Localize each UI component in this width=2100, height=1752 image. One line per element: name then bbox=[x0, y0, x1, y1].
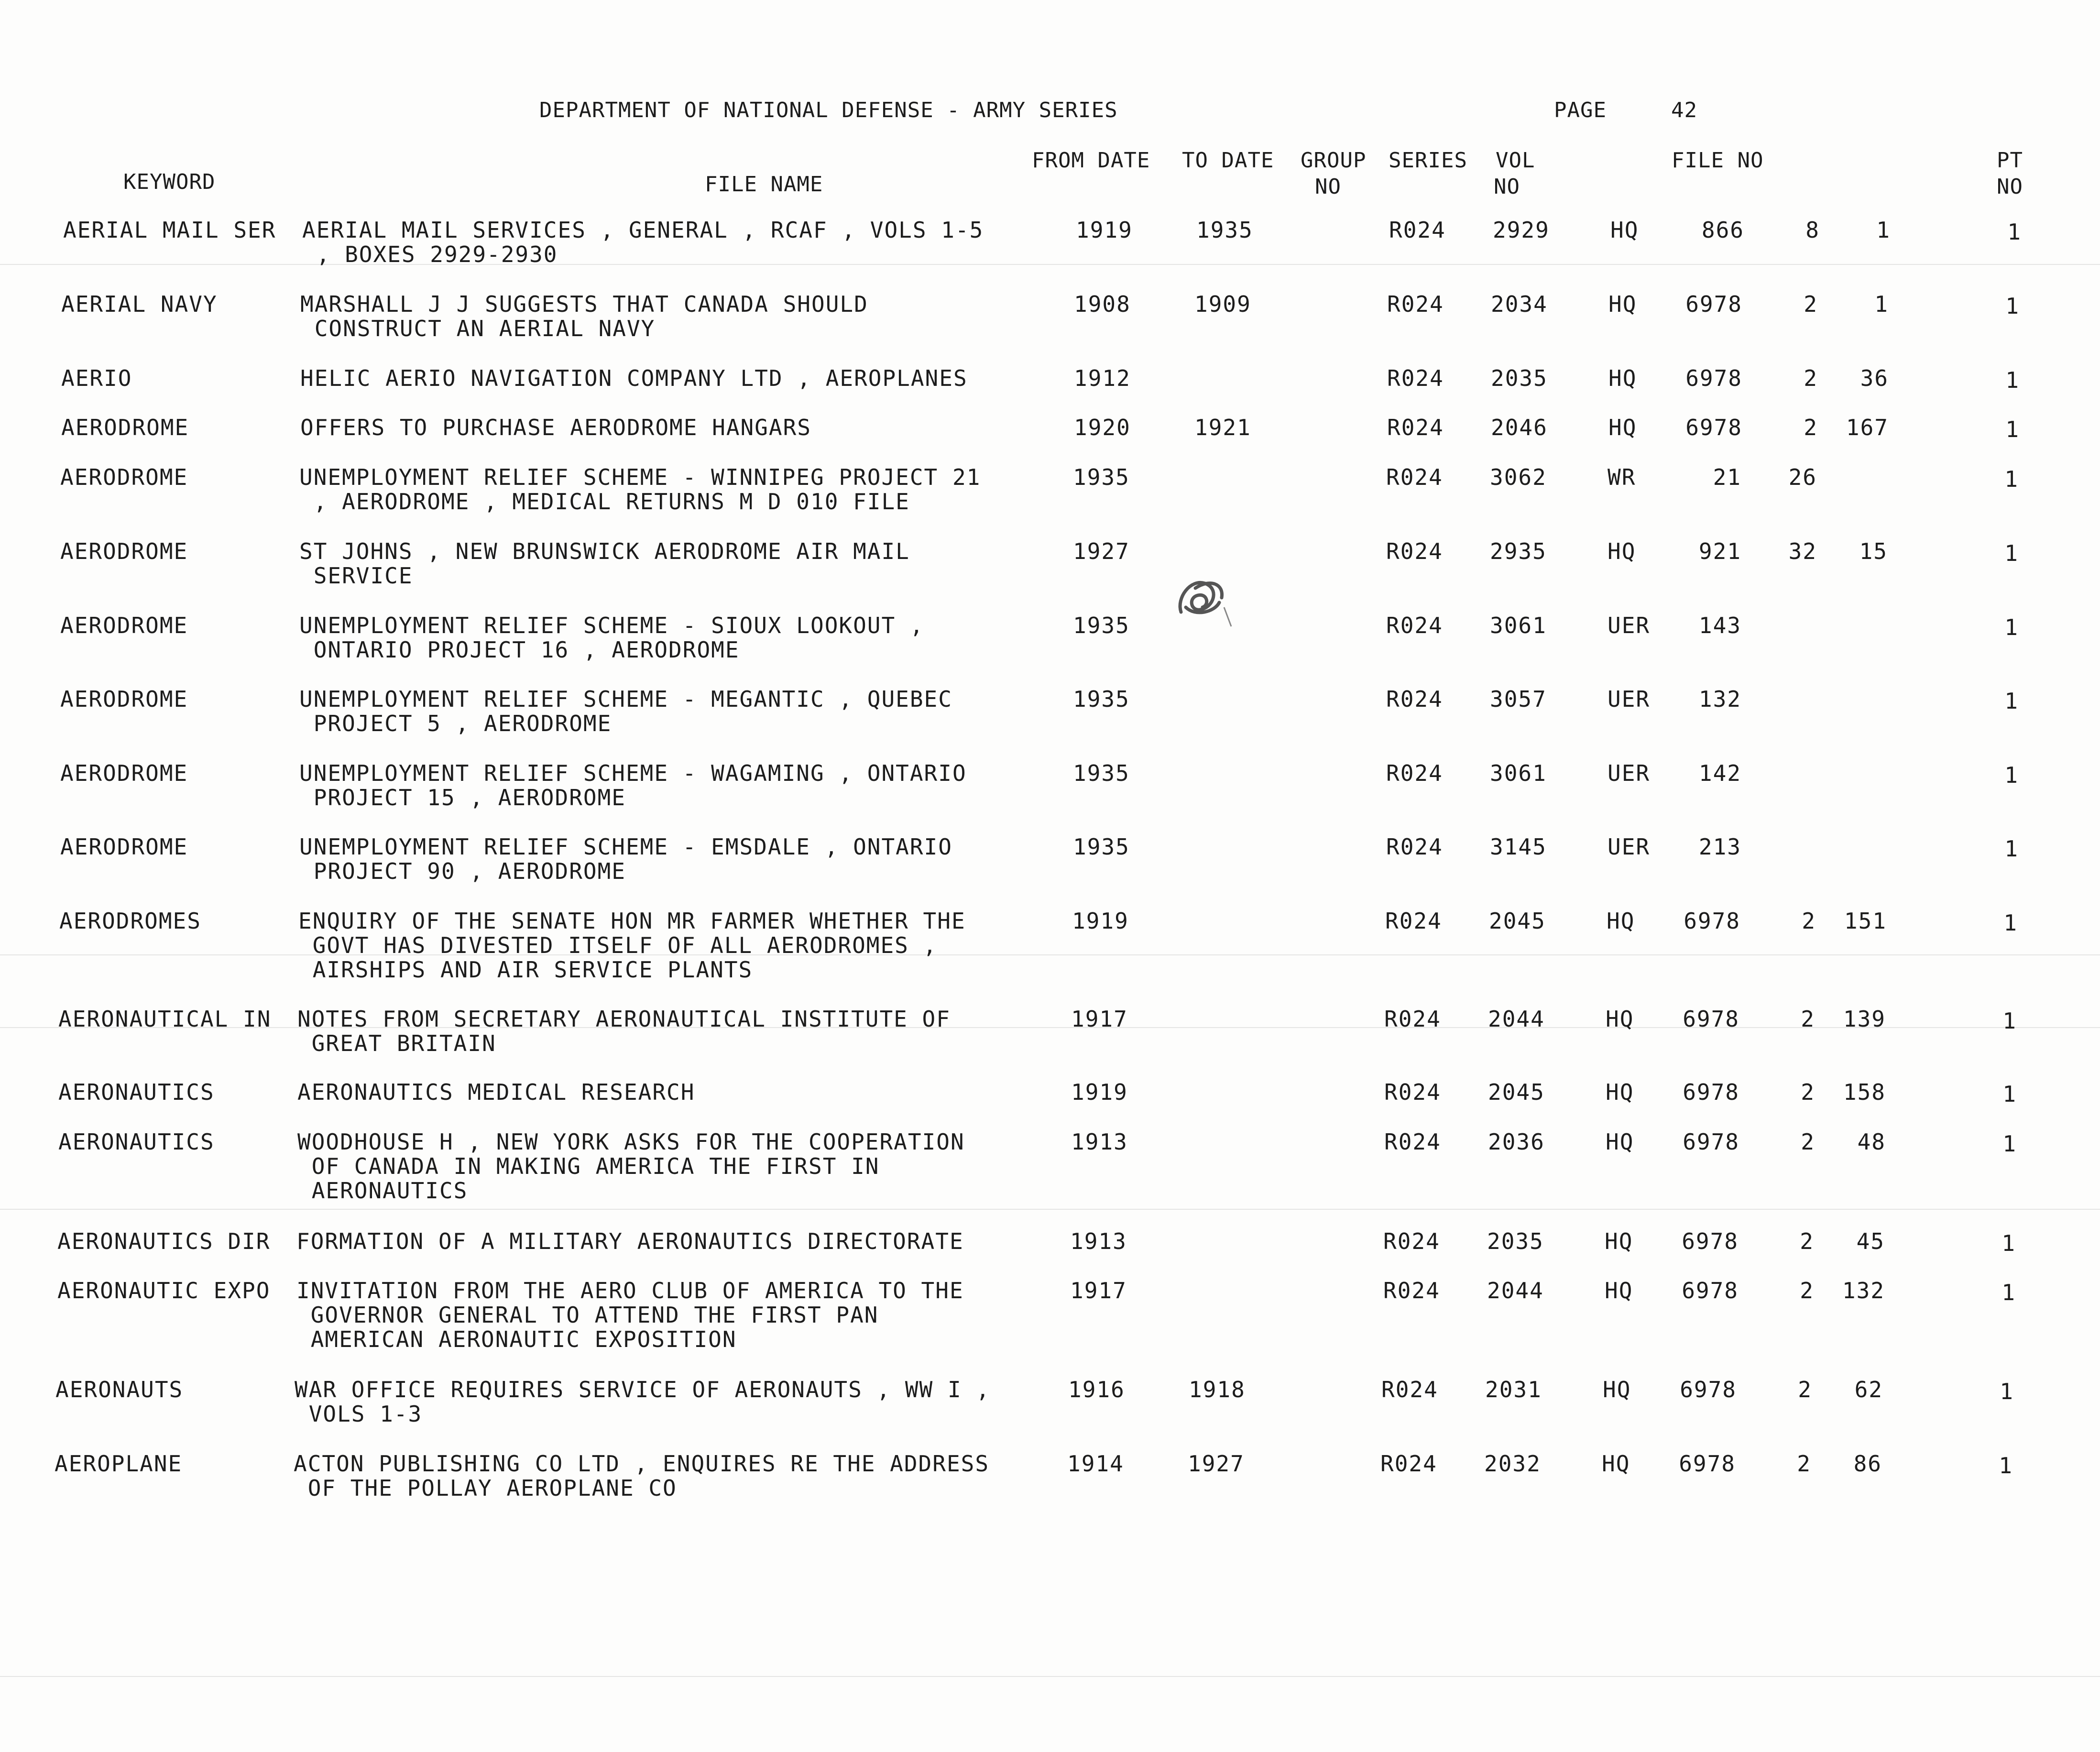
file-name-line: SERVICE bbox=[299, 563, 413, 589]
file-no-sub-cell: 2 bbox=[1801, 1006, 1815, 1032]
vol-no-cell: 2034 bbox=[1491, 291, 1548, 317]
file-name-line: ONTARIO PROJECT 16 , AERODROME bbox=[299, 637, 740, 663]
file-no-number-cell: 21 bbox=[1713, 464, 1741, 490]
pt-no-cell: 1 bbox=[2002, 1131, 2017, 1157]
pt-no-cell: 1 bbox=[2005, 293, 2020, 319]
series-cell: R024 bbox=[1384, 1006, 1441, 1032]
file-no-sub-cell: 2 bbox=[1804, 415, 1818, 440]
file-no-sub-cell: 2 bbox=[1801, 1129, 1815, 1155]
pt-no-cell: 1 bbox=[2002, 1008, 2017, 1034]
series-cell: R024 bbox=[1383, 1278, 1440, 1303]
file-no-sub-cell: 2 bbox=[1802, 908, 1816, 934]
file-no-sub-cell: 26 bbox=[1788, 464, 1817, 490]
keyword-cell: AERIAL MAIL SER bbox=[63, 217, 276, 243]
series-cell: R024 bbox=[1386, 464, 1443, 490]
from-date-cell: 1935 bbox=[1073, 464, 1130, 490]
file-no-sub-cell: 2 bbox=[1804, 291, 1818, 317]
file-name-line: ENQUIRY OF THE SENATE HON MR FARMER WHETHER THE bbox=[298, 908, 966, 934]
page-number: 42 bbox=[1671, 98, 1697, 122]
from-date-cell: 1935 bbox=[1073, 834, 1130, 860]
file-no-sub-cell: 2 bbox=[1798, 1377, 1812, 1402]
file-name-line: ACTON PUBLISHING CO LTD , ENQUIRES RE THE ADDRESS bbox=[294, 1451, 990, 1477]
to-date-cell: 1927 bbox=[1188, 1451, 1245, 1477]
keyword-cell: AERODROME bbox=[60, 538, 188, 564]
keyword-cell: AERODROME bbox=[60, 686, 188, 712]
file-no-prefix-cell: UER bbox=[1608, 834, 1651, 860]
file-no-prefix-cell: HQ bbox=[1606, 1129, 1634, 1155]
column-header-vol: VOL bbox=[1496, 148, 1535, 173]
file-no-prefix-cell: HQ bbox=[1605, 1278, 1633, 1303]
file-no-number-cell: 6978 bbox=[1682, 1228, 1739, 1254]
pt-no-cell: 1 bbox=[2004, 688, 2019, 714]
file-no-sub-cell: 2 bbox=[1800, 1278, 1814, 1303]
vol-no-cell: 2036 bbox=[1488, 1129, 1545, 1155]
file-no-number-cell: 6978 bbox=[1684, 908, 1740, 934]
file-no-sub-cell: 8 bbox=[1805, 217, 1820, 243]
keyword-cell: AERONAUTIC EXPO bbox=[57, 1278, 271, 1303]
file-name-line: NOTES FROM SECRETARY AERONAUTICAL INSTITUTE OF bbox=[297, 1006, 951, 1032]
file-no-sub-cell: 2 bbox=[1801, 1079, 1815, 1105]
file-name-line: AERONAUTICS MEDICAL RESEARCH bbox=[297, 1079, 695, 1105]
keyword-cell: AERODROME bbox=[60, 834, 188, 860]
file-no-part-cell: 62 bbox=[1854, 1377, 1883, 1402]
file-no-prefix-cell: HQ bbox=[1608, 365, 1637, 391]
file-no-sub-cell: 2 bbox=[1800, 1228, 1814, 1254]
file-no-number-cell: 6978 bbox=[1680, 1377, 1737, 1402]
keyword-cell: AERIO bbox=[61, 365, 132, 391]
file-no-part-cell: 167 bbox=[1846, 415, 1889, 440]
from-date-cell: 1935 bbox=[1073, 760, 1130, 786]
from-date-cell: 1935 bbox=[1073, 686, 1130, 712]
from-date-cell: 1935 bbox=[1073, 613, 1130, 638]
file-no-number-cell: 6978 bbox=[1683, 1129, 1739, 1155]
file-no-prefix-cell: HQ bbox=[1607, 908, 1635, 934]
vol-no-cell: 3145 bbox=[1490, 834, 1547, 860]
series-cell: R024 bbox=[1389, 217, 1446, 243]
from-date-cell: 1919 bbox=[1071, 1079, 1128, 1105]
keyword-cell: AERODROME bbox=[60, 760, 188, 786]
series-cell: R024 bbox=[1386, 538, 1443, 564]
column-header-pt: PT bbox=[1997, 148, 2023, 173]
column-header-group: GROUP bbox=[1301, 148, 1367, 173]
vol-no-cell: 2044 bbox=[1488, 1006, 1545, 1032]
file-no-prefix-cell: HQ bbox=[1606, 1006, 1634, 1032]
series-cell: R024 bbox=[1387, 291, 1444, 317]
file-name-line: VOLS 1-3 bbox=[295, 1401, 423, 1427]
file-name-line: GOVERNOR GENERAL TO ATTEND THE FIRST PAN bbox=[296, 1302, 879, 1328]
file-no-prefix-cell: HQ bbox=[1608, 538, 1636, 564]
pt-no-cell: 1 bbox=[2004, 540, 2019, 566]
file-no-number-cell: 6978 bbox=[1682, 1278, 1739, 1303]
pencil-scribble-mark bbox=[1167, 559, 1238, 631]
pt-no-cell: 1 bbox=[2004, 836, 2019, 862]
file-no-part-cell: 36 bbox=[1860, 365, 1889, 391]
file-no-number-cell: 921 bbox=[1698, 538, 1741, 564]
scan-artifact bbox=[0, 1209, 2100, 1210]
vol-no-cell: 2046 bbox=[1491, 415, 1548, 440]
file-name-line: , AERODROME , MEDICAL RETURNS M D 010 FILE bbox=[299, 489, 910, 515]
page-label: PAGE bbox=[1554, 98, 1607, 122]
file-name-line: AMERICAN AERONAUTIC EXPOSITION bbox=[296, 1326, 737, 1352]
file-name-line: PROJECT 5 , AERODROME bbox=[299, 711, 612, 736]
series-cell: R024 bbox=[1380, 1451, 1437, 1477]
file-no-number-cell: 866 bbox=[1701, 217, 1744, 243]
file-no-prefix-cell: HQ bbox=[1610, 217, 1639, 243]
file-no-prefix-cell: HQ bbox=[1605, 1228, 1633, 1254]
file-no-number-cell: 142 bbox=[1698, 760, 1741, 786]
from-date-cell: 1919 bbox=[1072, 908, 1129, 934]
to-date-cell: 1935 bbox=[1196, 217, 1253, 243]
from-date-cell: 1916 bbox=[1068, 1377, 1125, 1402]
file-name-line: WAR OFFICE REQUIRES SERVICE OF AERONAUTS , WW I , bbox=[295, 1377, 991, 1402]
keyword-cell: AERONAUTS bbox=[55, 1377, 184, 1402]
keyword-cell: AERODROME bbox=[60, 613, 188, 638]
series-cell: R024 bbox=[1385, 908, 1442, 934]
file-no-number-cell: 6978 bbox=[1683, 1079, 1739, 1105]
pt-no-cell: 1 bbox=[2004, 466, 2019, 492]
column-header-keyword: KEYWORD bbox=[123, 170, 216, 194]
vol-no-cell: 2935 bbox=[1490, 538, 1547, 564]
file-no-part-cell: 86 bbox=[1853, 1451, 1882, 1477]
file-name-line: FORMATION OF A MILITARY AERONAUTICS DIRECTORATE bbox=[296, 1228, 964, 1254]
file-no-number-cell: 6978 bbox=[1685, 365, 1742, 391]
from-date-cell: 1917 bbox=[1070, 1278, 1127, 1303]
file-name-line: CONSTRUCT AN AERIAL NAVY bbox=[300, 316, 656, 341]
file-no-number-cell: 132 bbox=[1698, 686, 1741, 712]
vol-no-cell: 2031 bbox=[1485, 1377, 1542, 1402]
pt-no-cell: 1 bbox=[2005, 367, 2020, 393]
keyword-cell: AERONAUTICAL IN bbox=[58, 1006, 272, 1032]
document-title: DEPARTMENT OF NATIONAL DEFENSE - ARMY SERIES bbox=[539, 98, 1118, 122]
series-cell: R024 bbox=[1386, 686, 1443, 712]
to-date-cell: 1921 bbox=[1194, 415, 1251, 440]
series-cell: R024 bbox=[1386, 834, 1443, 860]
series-cell: R024 bbox=[1386, 613, 1443, 638]
file-no-part-cell: 1 bbox=[1874, 291, 1889, 317]
file-no-number-cell: 143 bbox=[1698, 613, 1741, 638]
file-no-part-cell: 48 bbox=[1857, 1129, 1886, 1155]
from-date-cell: 1917 bbox=[1071, 1006, 1128, 1032]
file-no-prefix-cell: HQ bbox=[1602, 1451, 1630, 1477]
file-no-part-cell: 132 bbox=[1842, 1278, 1885, 1303]
pt-no-cell: 1 bbox=[2003, 910, 2018, 936]
file-no-part-cell: 15 bbox=[1859, 538, 1888, 564]
file-name-line: OFFERS TO PURCHASE AERODROME HANGARS bbox=[300, 415, 811, 440]
scan-artifact bbox=[0, 1676, 2100, 1677]
file-no-prefix-cell: HQ bbox=[1606, 1079, 1634, 1105]
from-date-cell: 1927 bbox=[1073, 538, 1130, 564]
pt-no-cell: 1 bbox=[1999, 1453, 2013, 1478]
pt-no-cell: 1 bbox=[2002, 1081, 2017, 1107]
from-date-cell: 1913 bbox=[1070, 1228, 1127, 1254]
file-no-number-cell: 213 bbox=[1698, 834, 1741, 860]
to-date-cell: 1909 bbox=[1194, 291, 1251, 317]
file-name-line: UNEMPLOYMENT RELIEF SCHEME - MEGANTIC , QUEBEC bbox=[299, 686, 952, 712]
series-cell: R024 bbox=[1381, 1377, 1438, 1402]
file-name-line: AERONAUTICS bbox=[297, 1178, 468, 1204]
file-name-line: GREAT BRITAIN bbox=[297, 1030, 496, 1056]
series-cell: R024 bbox=[1387, 415, 1444, 440]
file-no-prefix-cell: WR bbox=[1608, 464, 1636, 490]
file-no-number-cell: 6978 bbox=[1685, 291, 1742, 317]
file-no-sub-cell: 2 bbox=[1804, 365, 1818, 391]
vol-no-cell: 2929 bbox=[1493, 217, 1550, 243]
keyword-cell: AEROPLANE bbox=[55, 1451, 183, 1477]
vol-no-cell: 2045 bbox=[1489, 908, 1546, 934]
file-no-prefix-cell: HQ bbox=[1608, 415, 1637, 440]
vol-no-cell: 2045 bbox=[1488, 1079, 1545, 1105]
vol-no-cell: 2035 bbox=[1491, 365, 1548, 391]
file-name-line: UNEMPLOYMENT RELIEF SCHEME - SIOUX LOOKOUT , bbox=[299, 613, 924, 638]
file-no-part-cell: 158 bbox=[1843, 1079, 1886, 1105]
keyword-cell: AERODROME bbox=[61, 415, 189, 440]
series-cell: R024 bbox=[1386, 760, 1443, 786]
file-no-number-cell: 6978 bbox=[1679, 1451, 1736, 1477]
file-name-line: UNEMPLOYMENT RELIEF SCHEME - EMSDALE , ONTARIO bbox=[299, 834, 952, 860]
pt-no-cell: 1 bbox=[2007, 219, 2022, 245]
file-name-line: UNEMPLOYMENT RELIEF SCHEME - WAGAMING , ONTARIO bbox=[299, 760, 967, 786]
from-date-cell: 1912 bbox=[1074, 365, 1131, 391]
file-no-prefix-cell: UER bbox=[1608, 686, 1651, 712]
vol-no-cell: 3061 bbox=[1490, 613, 1547, 638]
column-header-to-date: TO DATE bbox=[1182, 148, 1274, 173]
column-header-file-name: FILE NAME bbox=[705, 172, 823, 197]
file-name-line: MARSHALL J J SUGGESTS THAT CANADA SHOULD bbox=[300, 291, 868, 317]
to-date-cell: 1918 bbox=[1189, 1377, 1246, 1402]
vol-no-cell: 3057 bbox=[1490, 686, 1547, 712]
file-name-line: OF THE POLLAY AEROPLANE CO bbox=[294, 1475, 677, 1501]
series-cell: R024 bbox=[1383, 1228, 1440, 1254]
file-no-number-cell: 6978 bbox=[1683, 1006, 1739, 1032]
pt-no-cell: 1 bbox=[2005, 416, 2020, 442]
file-name-line: GOVT HAS DIVESTED ITSELF OF ALL AERODROMES , bbox=[298, 932, 938, 958]
keyword-cell: AERONAUTICS bbox=[58, 1129, 215, 1155]
file-name-line: OF CANADA IN MAKING AMERICA THE FIRST IN bbox=[297, 1153, 880, 1179]
series-cell: R024 bbox=[1387, 365, 1444, 391]
file-no-part-cell: 139 bbox=[1843, 1006, 1886, 1032]
from-date-cell: 1914 bbox=[1067, 1451, 1124, 1477]
file-name-line: PROJECT 90 , AERODROME bbox=[299, 858, 626, 884]
file-no-sub-cell: 32 bbox=[1788, 538, 1817, 564]
keyword-cell: AERODROMES bbox=[59, 908, 201, 934]
pt-no-cell: 1 bbox=[2002, 1230, 2016, 1256]
file-no-prefix-cell: UER bbox=[1608, 760, 1651, 786]
file-name-line: INVITATION FROM THE AERO CLUB OF AMERICA TO THE bbox=[296, 1278, 964, 1303]
keyword-cell: AERIAL NAVY bbox=[61, 291, 218, 317]
from-date-cell: 1920 bbox=[1074, 415, 1131, 440]
file-no-part-cell: 45 bbox=[1856, 1228, 1885, 1254]
file-name-line: UNEMPLOYMENT RELIEF SCHEME - WINNIPEG PROJECT 21 bbox=[299, 464, 981, 490]
file-no-prefix-cell: HQ bbox=[1603, 1377, 1631, 1402]
column-header-group-no: NO bbox=[1315, 175, 1341, 199]
keyword-cell: AERODROME bbox=[60, 464, 188, 490]
file-no-prefix-cell: UER bbox=[1608, 613, 1651, 638]
series-cell: R024 bbox=[1384, 1129, 1441, 1155]
column-header-series: SERIES bbox=[1389, 148, 1467, 173]
file-no-prefix-cell: HQ bbox=[1608, 291, 1637, 317]
column-header-pt-no: NO bbox=[1997, 175, 2023, 199]
vol-no-cell: 2044 bbox=[1487, 1278, 1544, 1303]
keyword-cell: AERONAUTICS DIR bbox=[57, 1228, 271, 1254]
from-date-cell: 1919 bbox=[1076, 217, 1133, 243]
from-date-cell: 1913 bbox=[1071, 1129, 1128, 1155]
file-no-sub-cell: 2 bbox=[1797, 1451, 1811, 1477]
pt-no-cell: 1 bbox=[2000, 1379, 2014, 1404]
file-name-line: , BOXES 2929-2930 bbox=[302, 241, 558, 267]
vol-no-cell: 2032 bbox=[1484, 1451, 1541, 1477]
file-name-line: PROJECT 15 , AERODROME bbox=[299, 785, 626, 810]
column-header-file-no: FILE NO bbox=[1672, 148, 1764, 173]
file-no-part-cell: 1 bbox=[1876, 217, 1891, 243]
vol-no-cell: 2035 bbox=[1487, 1228, 1544, 1254]
file-name-line: ST JOHNS , NEW BRUNSWICK AERODROME AIR MAIL bbox=[299, 538, 910, 564]
pt-no-cell: 1 bbox=[2004, 762, 2019, 788]
file-name-line: AERIAL MAIL SERVICES , GENERAL , RCAF , VOLS 1-5 bbox=[302, 217, 984, 243]
pt-no-cell: 1 bbox=[2004, 614, 2019, 640]
file-name-line: WOODHOUSE H , NEW YORK ASKS FOR THE COOPERATION bbox=[297, 1129, 965, 1155]
column-header-vol-no: NO bbox=[1494, 175, 1520, 199]
series-cell: R024 bbox=[1384, 1079, 1441, 1105]
vol-no-cell: 3062 bbox=[1490, 464, 1547, 490]
vol-no-cell: 3061 bbox=[1490, 760, 1547, 786]
keyword-cell: AERONAUTICS bbox=[58, 1079, 215, 1105]
from-date-cell: 1908 bbox=[1074, 291, 1131, 317]
file-no-number-cell: 6978 bbox=[1685, 415, 1742, 440]
file-no-part-cell: 151 bbox=[1844, 908, 1887, 934]
column-header-from-date: FROM DATE bbox=[1032, 148, 1150, 173]
file-name-line: HELIC AERIO NAVIGATION COMPANY LTD , AEROPLANES bbox=[300, 365, 968, 391]
file-name-line: AIRSHIPS AND AIR SERVICE PLANTS bbox=[298, 957, 753, 983]
pt-no-cell: 1 bbox=[2002, 1280, 2016, 1305]
